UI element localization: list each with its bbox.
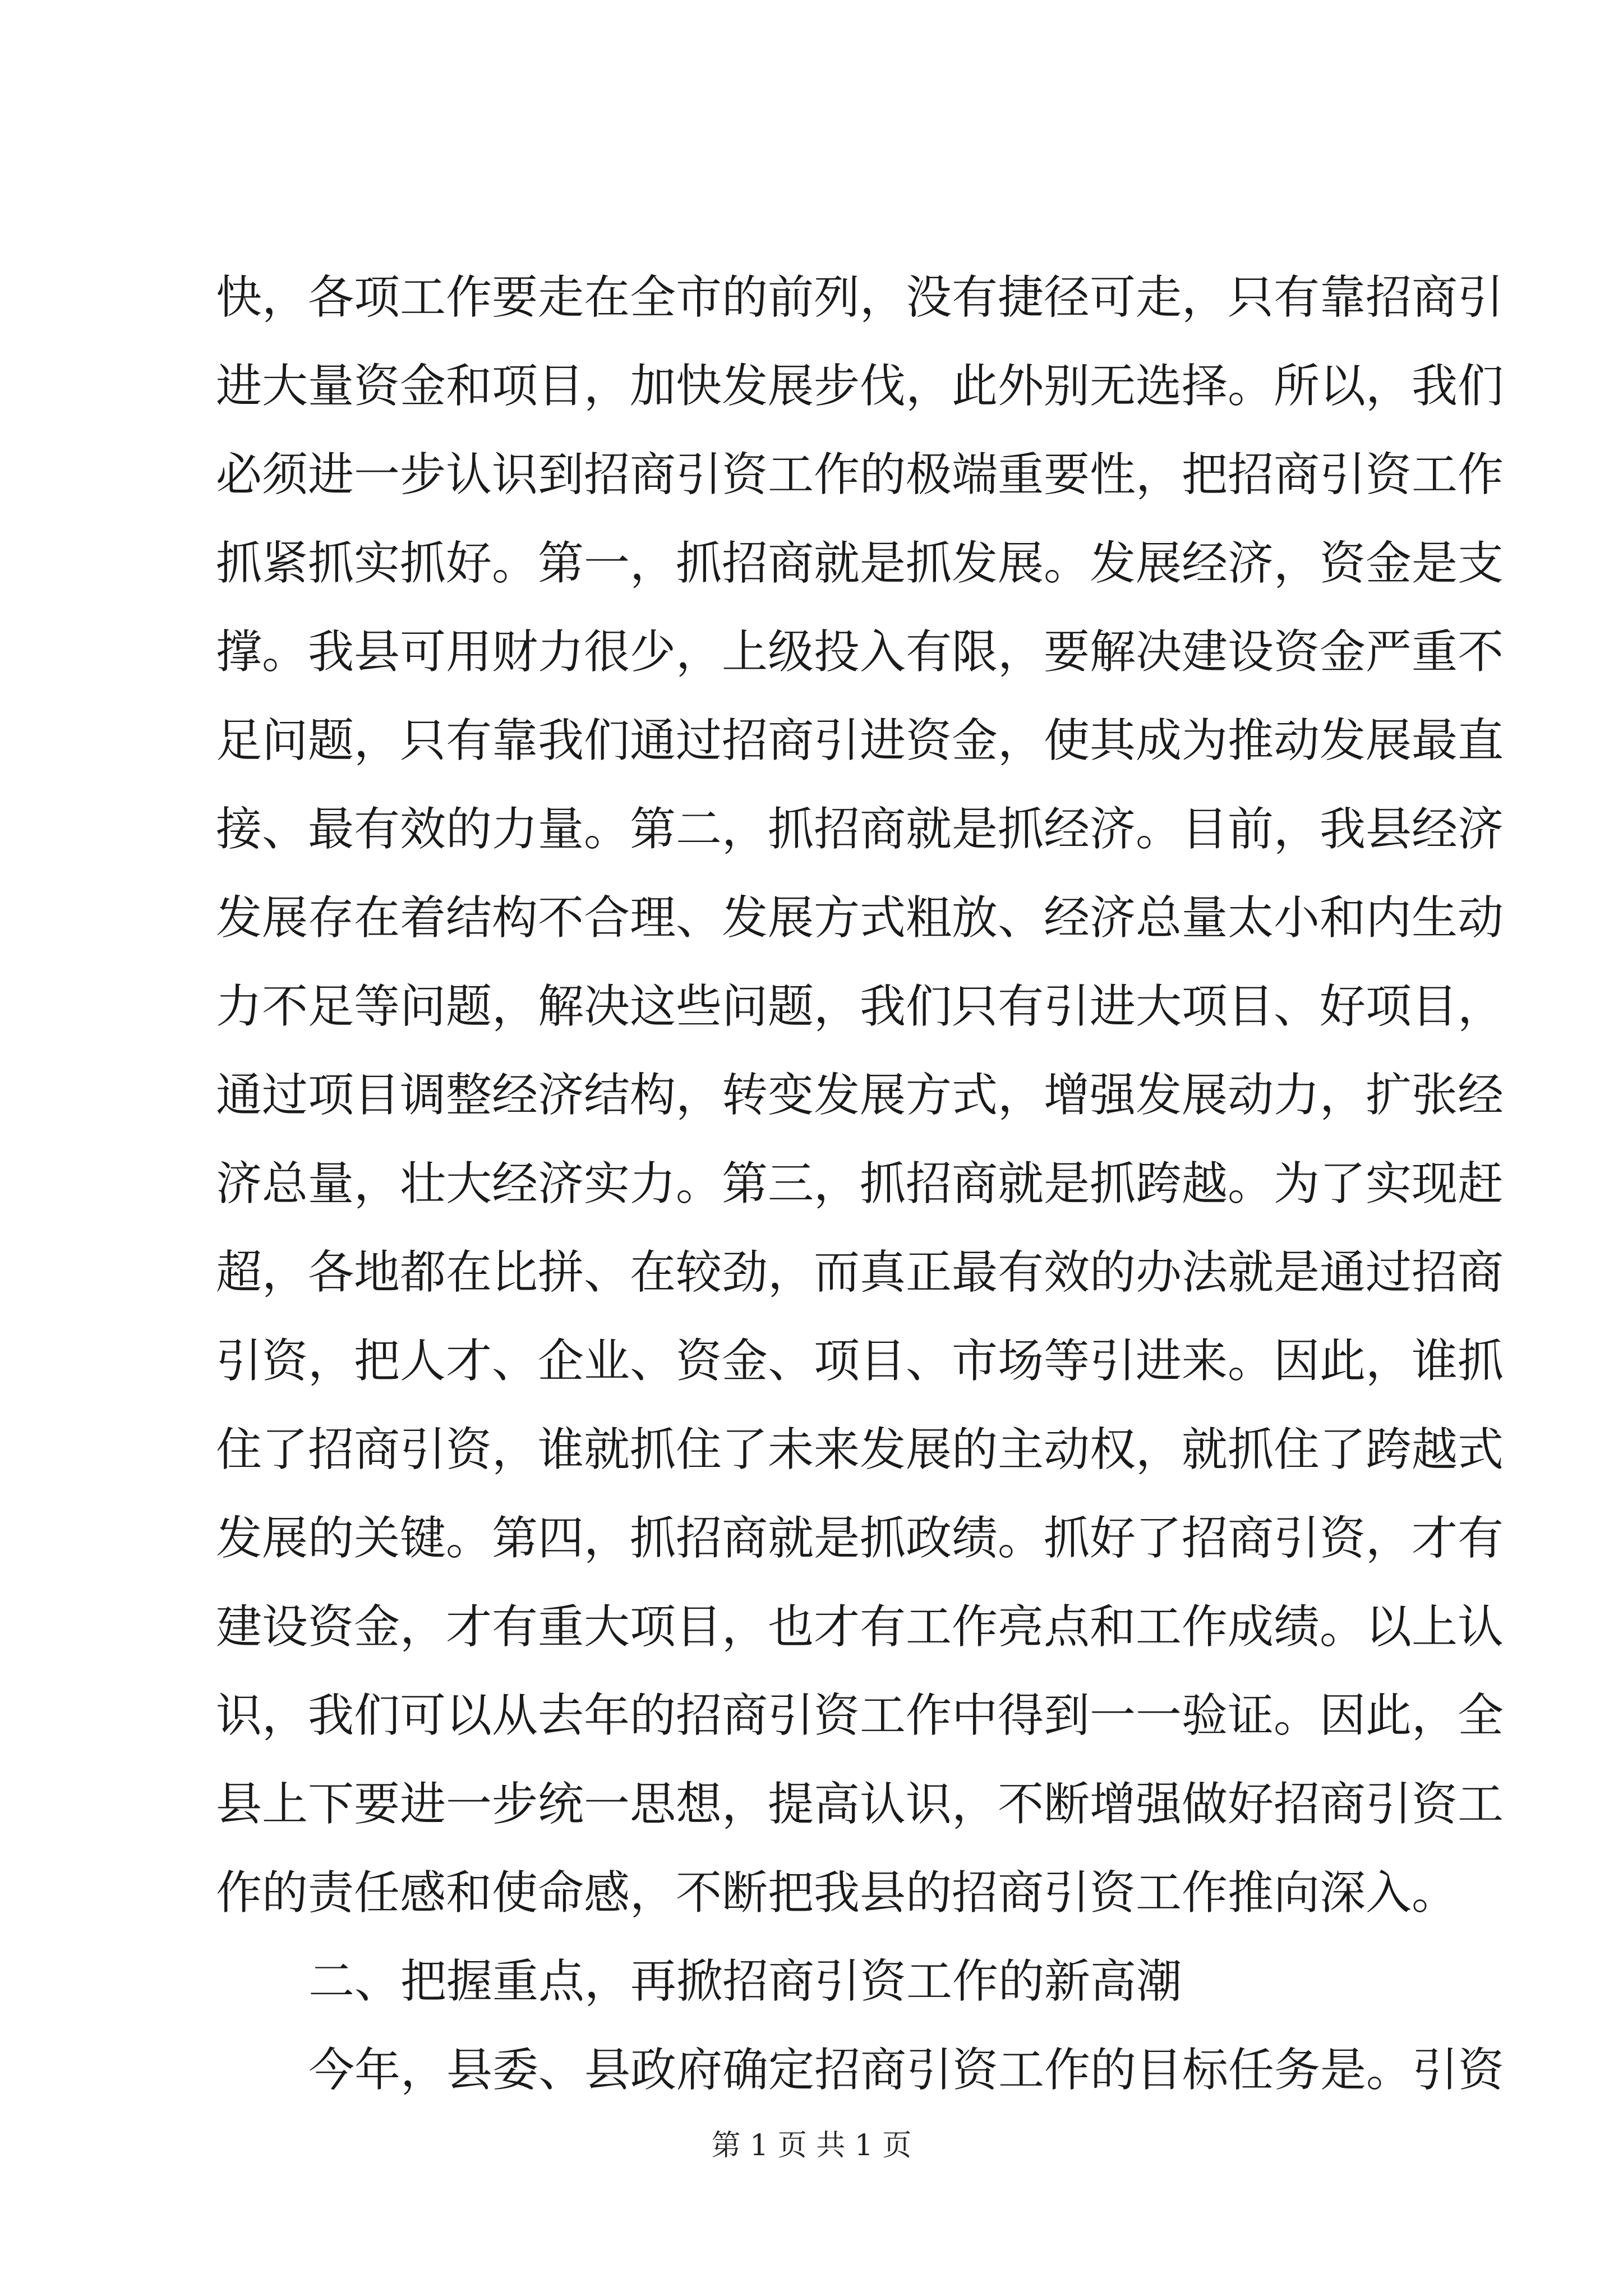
body-line: 抓紧抓实抓好。第一，抓招商就是抓发展。发展经济，资金是支 xyxy=(216,537,1504,590)
body-line: 通过项目调整经济结构，转变发展方式，增强发展动力，扩张经 xyxy=(216,1069,1504,1122)
body-line: 撑。我县可用财力很少，上级投入有限，要解决建设资金严重不 xyxy=(216,625,1504,679)
body-line: 住了招商引资，谁就抓住了未来发展的主动权，就抓住了跨越式 xyxy=(216,1423,1504,1476)
body-line: 作的责任感和使命感，不断把我县的招商引资工作推向深入。 xyxy=(216,1866,1458,1920)
body-line: 超，各地都在比拼、在较劲，而真正最有效的办法就是通过招商 xyxy=(216,1246,1504,1299)
document-body xyxy=(216,254,1505,2115)
page-footer: 第 1 页 共 1 页 xyxy=(711,2129,912,2162)
body-line: 建设资金，才有重大项目，也才有工作亮点和工作成绩。以上认 xyxy=(216,1600,1504,1654)
body-line: 引资，把人才、企业、资金、项目、市场等引进来。因此，谁抓 xyxy=(216,1335,1504,1388)
body-line: 今年，县委、县政府确定招商引资工作的目标任务是。引资 xyxy=(308,2044,1505,2097)
body-line: 识，我们可以从去年的招商引资工作中得到一一验证。因此，全 xyxy=(216,1689,1504,1742)
section-heading: 二、把握重点，再掀招商引资工作的新高潮 xyxy=(308,1955,1183,2008)
body-line: 济总量，壮大经济实力。第三，抓招商就是抓跨越。为了实现赶 xyxy=(216,1157,1504,1211)
body-line: 县上下要进一步统一思想，提高认识，不断增强做好招商引资工 xyxy=(216,1778,1504,1831)
body-line: 必须进一步认识到招商引资工作的极端重要性，把招商引资工作 xyxy=(216,448,1504,501)
body-line: 足问题，只有靠我们通过招商引进资金，使其成为推动发展最直 xyxy=(216,714,1504,767)
body-line: 力不足等问题，解决这些问题，我们只有引进大项目、好项目， xyxy=(216,980,1504,1033)
body-line: 发展存在着结构不合理、发展方式粗放、经济总量太小和内生动 xyxy=(216,891,1504,945)
body-line: 进大量资金和项目，加快发展步伐，此外别无选择。所以，我们 xyxy=(216,360,1504,413)
body-line: 快，各项工作要走在全市的前列，没有捷径可走，只有靠招商引 xyxy=(216,271,1504,324)
body-line: 接、最有效的力量。第二，抓招商就是抓经济。目前，我县经济 xyxy=(216,803,1504,856)
body-line: 发展的关键。第四，抓招商就是抓政绩。抓好了招商引资，才有 xyxy=(216,1512,1504,1565)
